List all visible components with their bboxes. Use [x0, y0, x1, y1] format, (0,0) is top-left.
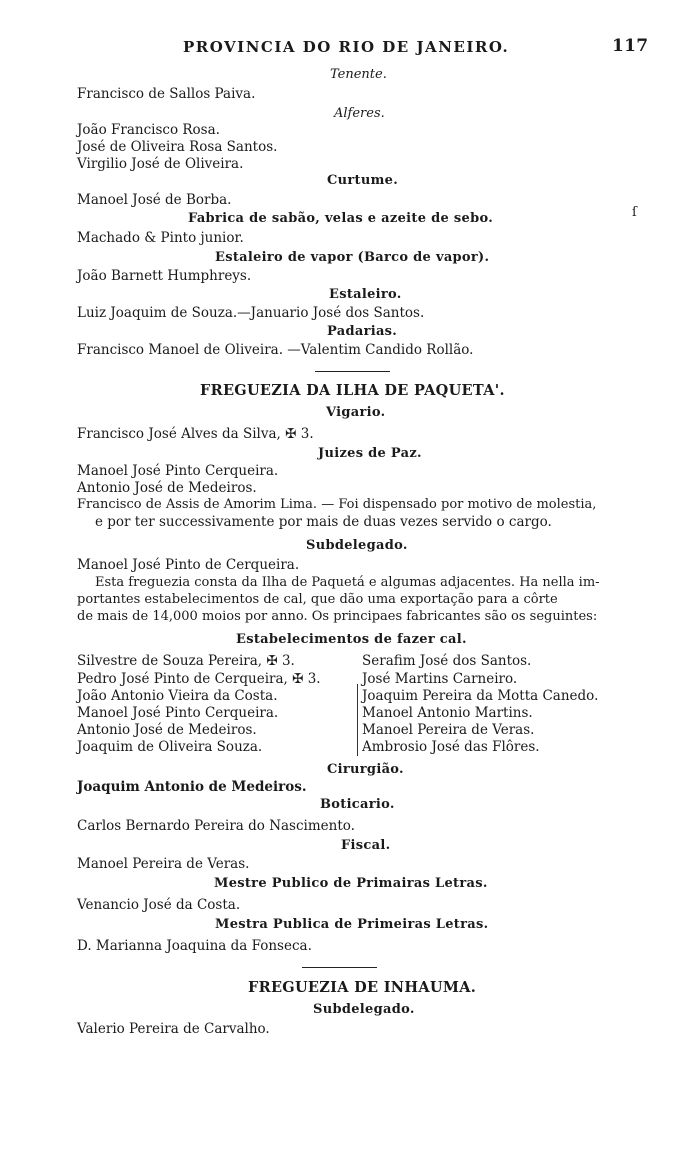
vigario-name: Francisco José Alves da Silva, ✠ 3.: [77, 426, 314, 442]
juiz-name: Francisco de Assis de Amorim Lima. — Foi dispensado por motivo de molestia,: [77, 497, 597, 512]
tenente-heading: Tenente.: [330, 67, 387, 82]
fabrica-name: Machado & Pinto junior.: [77, 230, 244, 246]
cal-left-item: João Antonio Vieira da Costa.: [77, 688, 278, 704]
estaleiro-heading: Estaleiro.: [329, 287, 402, 302]
alferes-heading: Alferes.: [334, 106, 385, 121]
cal-right-item: Ambrosio José das Flôres.: [362, 739, 540, 755]
tenente-name: Francisco de Sallos Paiva.: [77, 86, 256, 102]
paragraph-line: Esta freguezia consta da Ilha de Paquetá e algumas adjacentes. Ha nella im-: [95, 575, 600, 590]
estaleiro-names: Luiz Joaquim de Souza.—Januario José dos Santos.: [77, 305, 425, 321]
alferes-name: José de Oliveira Rosa Santos.: [77, 139, 278, 155]
juiz-name: Antonio José de Medeiros.: [77, 480, 257, 496]
curtume-heading: Curtume.: [327, 173, 399, 188]
juizes-heading: Juizes de Paz.: [318, 446, 422, 461]
juiz-note: e por ter successivamente por mais de duas vezes servido o cargo.: [95, 514, 552, 530]
mestre-heading: Mestre Publico de Primairas Letras.: [214, 876, 488, 891]
inhauma-subdelegado-name: Valerio Pereira de Carvalho.: [77, 1021, 270, 1037]
cal-left-item: Pedro José Pinto de Cerqueira, ✠ 3.: [77, 671, 321, 687]
margin-mark: ſ: [632, 205, 637, 220]
cal-right-item: José Martins Carneiro.: [362, 671, 518, 687]
column-divider: [357, 684, 358, 756]
subdelegado-name: Manoel José Pinto de Cerqueira.: [77, 557, 300, 573]
mestre-name: Venancio José da Costa.: [77, 897, 241, 913]
vigario-heading: Vigario.: [326, 405, 386, 420]
running-header-title: PROVINCIA DO RIO DE JANEIRO.: [183, 38, 510, 56]
cal-left-item: Silvestre de Souza Pereira, ✠ 3.: [77, 653, 295, 669]
boticario-heading: Boticario.: [320, 797, 395, 812]
cirurgiao-name: Joaquim Antonio de Medeiros.: [77, 779, 307, 795]
cal-right-item: Serafim José dos Santos.: [362, 653, 532, 669]
estaleiro-vapor-heading: Estaleiro de vapor (Barco de vapor).: [215, 250, 490, 265]
curtume-name: Manoel José de Borba.: [77, 192, 232, 208]
juiz-name: Manoel José Pinto Cerqueira.: [77, 463, 279, 479]
padarias-heading: Padarias.: [327, 324, 398, 339]
paqueta-title: FREGUEZIA DA ILHA DE PAQUETA'.: [200, 382, 505, 399]
cirurgiao-heading: Cirurgião.: [327, 762, 404, 777]
section-divider: [315, 371, 390, 372]
cal-left-item: Antonio José de Medeiros.: [77, 722, 257, 738]
paragraph-line: portantes estabelecimentos de cal, que dão uma exportação para a côrte: [77, 592, 558, 607]
boticario-name: Carlos Bernardo Pereira do Nascimento.: [77, 818, 355, 834]
fiscal-name: Manoel Pereira de Veras.: [77, 856, 250, 872]
mestra-name: D. Marianna Joaquina da Fonseca.: [77, 938, 312, 954]
cal-right-item: Manoel Pereira de Veras.: [362, 722, 535, 738]
alferes-name: João Francisco Rosa.: [77, 122, 220, 138]
cal-left-item: Joaquim de Oliveira Souza.: [77, 739, 263, 755]
subdelegado-heading: Subdelegado.: [306, 538, 408, 553]
alferes-name: Virgilio José de Oliveira.: [77, 156, 244, 172]
cal-heading: Estabelecimentos de fazer cal.: [236, 632, 467, 647]
padarias-names: Francisco Manoel de Oliveira. —Valentim Candido Rollão.: [77, 342, 474, 358]
mestra-heading: Mestra Publica de Primeiras Letras.: [215, 917, 489, 932]
fiscal-heading: Fiscal.: [341, 838, 391, 853]
cal-right-item: Manoel Antonio Martins.: [362, 705, 533, 721]
inhauma-subdelegado-heading: Subdelegado.: [313, 1002, 415, 1017]
cal-right-item: Joaquim Pereira da Motta Canedo.: [362, 688, 599, 704]
page-number: 117: [612, 36, 649, 56]
section-divider: [302, 967, 377, 968]
cal-left-item: Manoel José Pinto Cerqueira.: [77, 705, 279, 721]
estaleiro-vapor-name: João Barnett Humphreys.: [77, 268, 252, 284]
paragraph-line: de mais de 14,000 moios por anno. Os principaes fabricantes são os seguintes:: [77, 609, 598, 624]
fabrica-heading: Fabrica de sabão, velas e azeite de sebo.: [188, 211, 494, 226]
inhauma-title: FREGUEZIA DE INHAUMA.: [248, 979, 477, 996]
